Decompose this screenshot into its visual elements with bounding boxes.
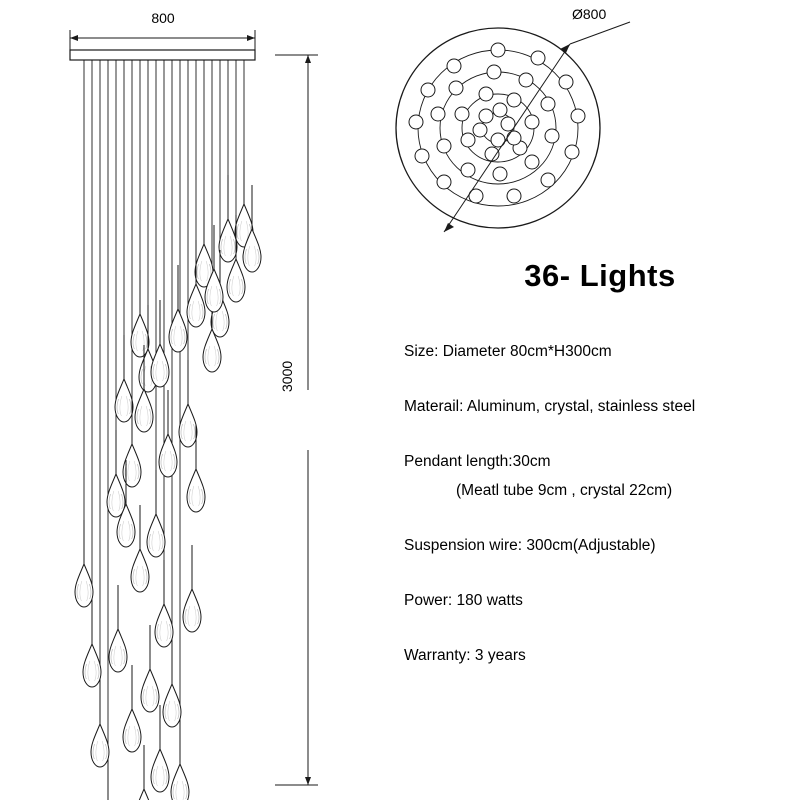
specification-panel xyxy=(404,258,796,700)
diameter-dimension-label: Ø800 xyxy=(572,6,607,22)
product-title: 36- Lights xyxy=(524,258,676,293)
spec-power: Power: 180 watts xyxy=(404,591,523,609)
crystal-drops xyxy=(75,160,261,800)
width-dimension-label: 800 xyxy=(151,10,175,26)
spec-suspension-wire: Suspension wire: 300cm(Adjustable) xyxy=(404,536,656,554)
spec-size: Size: Diameter 80cm*H300cm xyxy=(404,343,612,360)
height-dimension xyxy=(275,55,320,785)
spec-pendant-length: Pendant length:30cm xyxy=(404,452,551,470)
ceiling-canopy xyxy=(70,50,255,60)
spec-material: Materail: Aluminum, crystal, stainless steel xyxy=(404,397,696,415)
spec-warranty: Warranty: 3 years xyxy=(404,646,526,664)
spec-pendant-breakdown: (Meatl tube 9cm , crystal 22cm) xyxy=(456,481,673,499)
front-view xyxy=(70,10,320,800)
top-view xyxy=(396,22,630,232)
height-dimension-label: 3000 xyxy=(279,360,295,392)
suspension-wires xyxy=(84,60,244,760)
top-view-outer-circle xyxy=(396,28,600,228)
